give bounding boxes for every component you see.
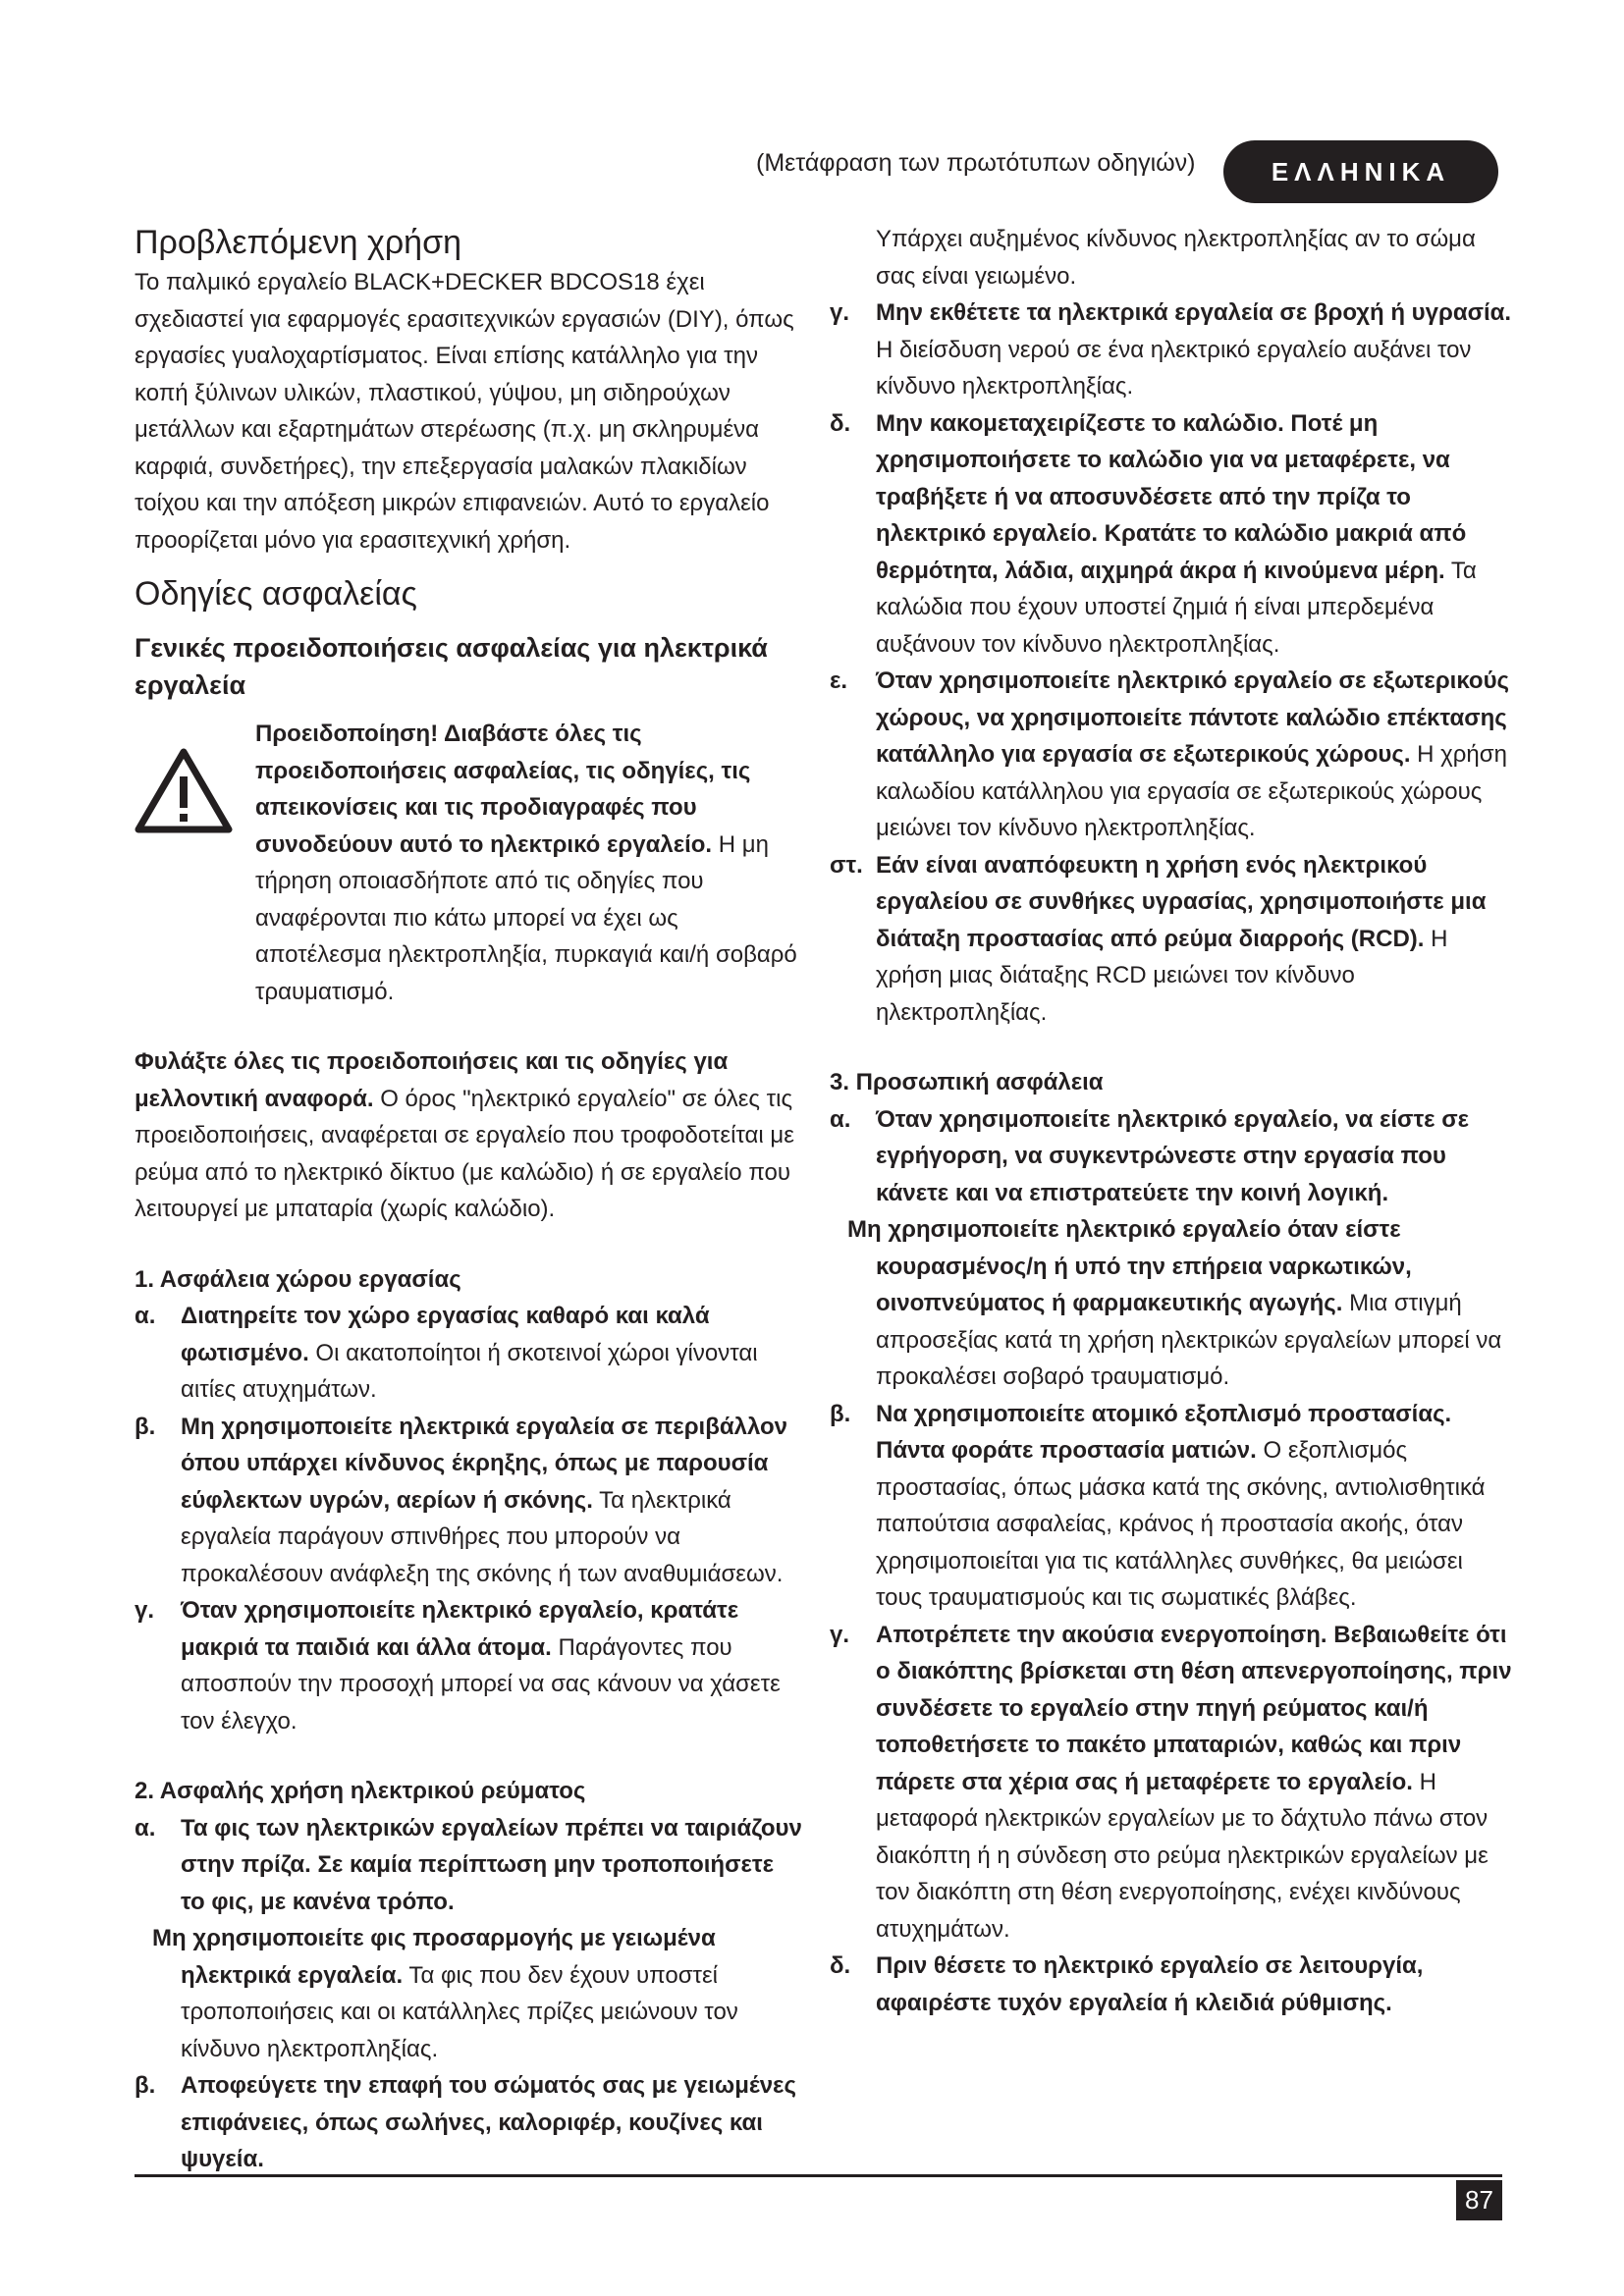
item-label: δ.	[830, 409, 851, 437]
item-label: γ.	[830, 1621, 850, 1648]
item-label: δ.	[830, 1952, 851, 1979]
item-label: β.	[830, 1400, 851, 1427]
keep-instructions-bold: Φυλάξτε όλες τις προειδοποιήσεις και τις οδηγίες για μελλοντική αναφορά.	[135, 1048, 729, 1112]
left-column	[135, 221, 802, 2178]
item-label: γ.	[135, 1597, 155, 1624]
warning-detail: Η μη τήρηση οποιασδήποτε από τις οδηγίες που αναφέρονται πιο κάτω μπορεί να έχει ως αποτέλεσμα ηλεκτροπληξία, πυρκαγιά και/ή σοβαρό τραυματισμό.	[255, 830, 797, 1005]
electrical-safety-heading: 2. Ασφαλής χρήση ηλεκτρικού ρεύματος	[135, 1778, 586, 1804]
adapter-plug-warning: Μη χρησιμοποιείτε φις προσαρμογής με γειωμένα	[152, 1925, 716, 1951]
adapter-plug-detail: ηλεκτρικά εργαλεία. Τα φις που δεν έχουν υποστεί τροποποιήσεις και οι κατάλληλες πρίζες μειώνουν τον κίνδυνο ηλεκτροπληξίας.	[181, 1961, 738, 2062]
warning-block	[135, 716, 802, 1010]
safety-heading: Οδηγίες ασφαλείας	[135, 575, 417, 613]
item-label: β.	[135, 1413, 156, 1440]
warning-text	[255, 716, 802, 1010]
work-area-heading: 1. Ασφάλεια χώρου εργασίας	[135, 1265, 461, 1293]
item-label: ε.	[830, 667, 848, 694]
list-item: β. Να χρησιμοποιείτε ατομικό εξοπλισμό προστασίας. Πάντα φοράτε προστασία ματιών. Ο εξοπλισμός προστασίας, όπως μάσκα κατά της σκόνης, αντιολισθητικά παπούτσια ασφαλείας, κράνος ή προστασία ακοής, όταν χρησιμοποιείται για τις κατάλληλες συνθήκες, θα μειώσει τους τραυματισμούς και τις σωματικές βλάβες.	[830, 1396, 1512, 1617]
footer-divider	[135, 2174, 1502, 2177]
item-label: γ.	[830, 299, 850, 326]
list-item: στ. Εάν είναι αναπόφευκτη η χρήση ενός ηλεκτρικού εργαλείου σε συνθήκες υγρασίας, χρησιμοποιήστε μια διάταξη προστασίας από ρεύμα διαρροής (RCD). Η χρήση μιας διάταξης RCD μειώνει τον κίνδυνο ηλεκτροπληξίας.	[830, 847, 1512, 1032]
list-item: ε. Όταν χρησιμοποιείτε ηλεκτρικό εργαλείο σε εξωτερικούς χώρους, να χρησιμοποιείτε πάντοτε καλώδιο επέκτασης κατάλληλο για εργασία σε εξωτερικούς χώρους. Η χρήση καλωδίου κατάλληλου για εργασία σε εξωτερικούς χώρους μειώνει τον κίνδυνο ηλεκτροπληξίας.	[830, 663, 1512, 847]
list-item: γ. Αποτρέπετε την ακούσια ενεργοποίηση. Βεβαιωθείτε ότι ο διακόπτης βρίσκεται στη θέση απενεργοποίησης, πριν συνδέσετε το εργαλείο στην πηγή ρεύματος και/ή τοποθετήσετε το πακέτο μπαταριών, καθώς και πριν πάρετε στα χέρια σας ή μεταφέρετε το εργαλείο. Η μεταφορά ηλεκτρικών εργαλείων με το δάχτυλο πάνω στον διακόπτη ή η σύνδεση στο ρεύμα ηλεκτρικών εργαλείων με τον διακόπτη στη θέση ενεργοποίησης, ενέχει κινδύνους ατυχημάτων.	[830, 1617, 1512, 1949]
fatigue-warning: Μη χρησιμοποιείτε ηλεκτρικό εργαλείο όταν είστε	[847, 1216, 1401, 1243]
fatigue-detail: κουρασμένος/η ή υπό την επήρεια ναρκωτικών, οινοπνεύματος ή φαρμακευτικής αγωγής. Μια στιγμή απροσεξίας κατά τη χρήση ηλεκτρικών εργαλείων μπορεί να προκαλέσει σοβαρό τραυματισμό.	[876, 1253, 1502, 1390]
list-item: δ. Πριν θέσετε το ηλεκτρικό εργαλείο σε λειτουργία, αφαιρέστε τυχόν εργαλεία ή κλειδιά ρύθμισης.	[830, 1948, 1512, 2021]
page-number: 87	[1456, 2180, 1502, 2220]
list-item: δ. Μην κακομεταχειρίζεστε το καλώδιο. Ποτέ μη χρησιμοποιήσετε το καλώδιο για να μεταφέρετε, να τραβήξετε ή να αποσυνδέσετε από την πρίζα το ηλεκτρικό εργαλείο. Κρατάτε το καλώδιο μακριά από θερμότητα, λάδια, αιχμηρά άκρα ή κινούμενα μέρη. Τα καλώδια που έχουν υποστεί ζημιά ή είναι μπερδεμένα αυξάνουν τον κίνδυνο ηλεκτροπληξίας.	[830, 405, 1512, 664]
warning-bold: Προειδοποίηση! Διαβάστε όλες τις προειδοποιήσεις ασφαλείας, τις οδηγίες, τις απεικονίσεις και τις προδιαγραφές που συνοδεύουν αυτό το ηλεκτρικό εργαλείο.	[255, 721, 751, 858]
list-item: α. Τα φις των ηλεκτρικών εργαλείων πρέπει να ταιριάζουν στην πρίζα. Σε καμία περίπτωση μην τροποποιήσετε το φις, με κανένα τρόπο.	[135, 1810, 802, 1921]
keep-instructions-text	[135, 1043, 802, 1228]
personal-safety-heading: 3. Προσωπική ασφάλεια	[830, 1069, 1104, 1095]
list-item: β. Αποφεύγετε την επαφή του σώματός σας με γειωμένες επιφάνειες, όπως σωλήνες, καλοριφέρ, κουζίνες και ψυγεία.	[135, 2067, 802, 2178]
language-badge: ΕΛΛΗΝΙΚΑ	[1223, 140, 1498, 203]
item-label: α.	[830, 1105, 851, 1133]
item-label: α.	[135, 1814, 156, 1842]
list-item: γ. Όταν χρησιμοποιείτε ηλεκτρικό εργαλείο, κρατάτε μακριά τα παιδιά και άλλα άτομα. Παράγοντες που αποσπούν την προσοχή μπορεί να σας κάνουν να χάσετε τον έλεγχο.	[135, 1592, 802, 1739]
general-warnings-heading: Γενικές προειδοποιήσεις ασφαλείας για ηλεκτρικά εργαλεία	[135, 633, 768, 700]
list-item: γ. Μην εκθέτετε τα ηλεκτρικά εργαλεία σε βροχή ή υγρασία. Η διείσδυση νερού σε ένα ηλεκτρικό εργαλείο αυξάνει τον κίνδυνο ηλεκτροπληξίας.	[830, 294, 1512, 405]
intended-use-heading: Προβλεπόμενη χρήση	[135, 224, 461, 261]
list-item: β. Μη χρησιμοποιείτε ηλεκτρικά εργαλεία σε περιβάλλον όπου υπάρχει κίνδυνος έκρηξης, όπως με παρουσία εύφλεκτων υγρών, αερίων ή σκόνης. Τα ηλεκτρικά εργαλεία παράγουν σπινθήρες που μπορούν να προκαλέσουν ανάφλεξη της σκόνης ή των αναθυμιάσεων.	[135, 1409, 802, 1593]
keep-instructions-detail: Ο όρος "ηλεκτρικό εργαλείο" σε όλες τις προειδοποιήσεις, αναφέρεται σε εργαλείο που τροφοδοτείται με ρεύμα από το ηλεκτρικό δίκτυο (με καλώδιο) ή σε εργαλείο που λειτουργεί με μπαταρία (χωρίς καλώδιο).	[135, 1085, 794, 1222]
item-label: β.	[135, 2072, 156, 2099]
list-item: α. Όταν χρησιμοποιείτε ηλεκτρικό εργαλείο, να είστε σε εγρήγορση, να συγκεντρώνεστε στην εργασία που κάνετε και να επιστρατεύετε την κοινή λογική.	[830, 1101, 1512, 1212]
item-label: α.	[135, 1303, 156, 1329]
intended-use-text: Το παλμικό εργαλείο BLACK+DECKER BDCOS18 έχει σχεδιαστεί για εφαρμογές ερασιτεχνικών εργασιών (DIY), όπως εργασίες γυαλοχαρτίσματος. Είναι επίσης κατάλληλο για την κοπή ξύλινων υλικών, πλαστικού, γύψου, μη σιδηρούχων μετάλλων και εξαρτημάτων στερέωσης (π.χ. μη σκληρυμένα καρφιά, συνδετήρες), την επεξεργασία μαλακών πλακιδίων τοίχου και την απόξεση μικρών επιφανειών. Αυτό το εργαλείο προορίζεται μόνο για ερασιτεχνική χρήση.	[135, 269, 794, 554]
warning-triangle-icon	[135, 747, 233, 833]
item-label: στ.	[830, 851, 863, 879]
translation-note: (Μετάφραση των πρωτότυπων οδηγιών)	[756, 149, 1196, 177]
right-column	[830, 221, 1512, 2021]
continued-text: Υπάρχει αυξημένος κίνδυνος ηλεκτροπληξίας αν το σώμα σας είναι γειωμένο.	[876, 226, 1476, 290]
list-item: α. Διατηρείτε τον χώρο εργασίας καθαρό και καλά φωτισμένο. Οι ακατοποίητοι ή σκοτεινοί χώροι γίνονται αιτίες ατυχημάτων.	[135, 1298, 802, 1409]
